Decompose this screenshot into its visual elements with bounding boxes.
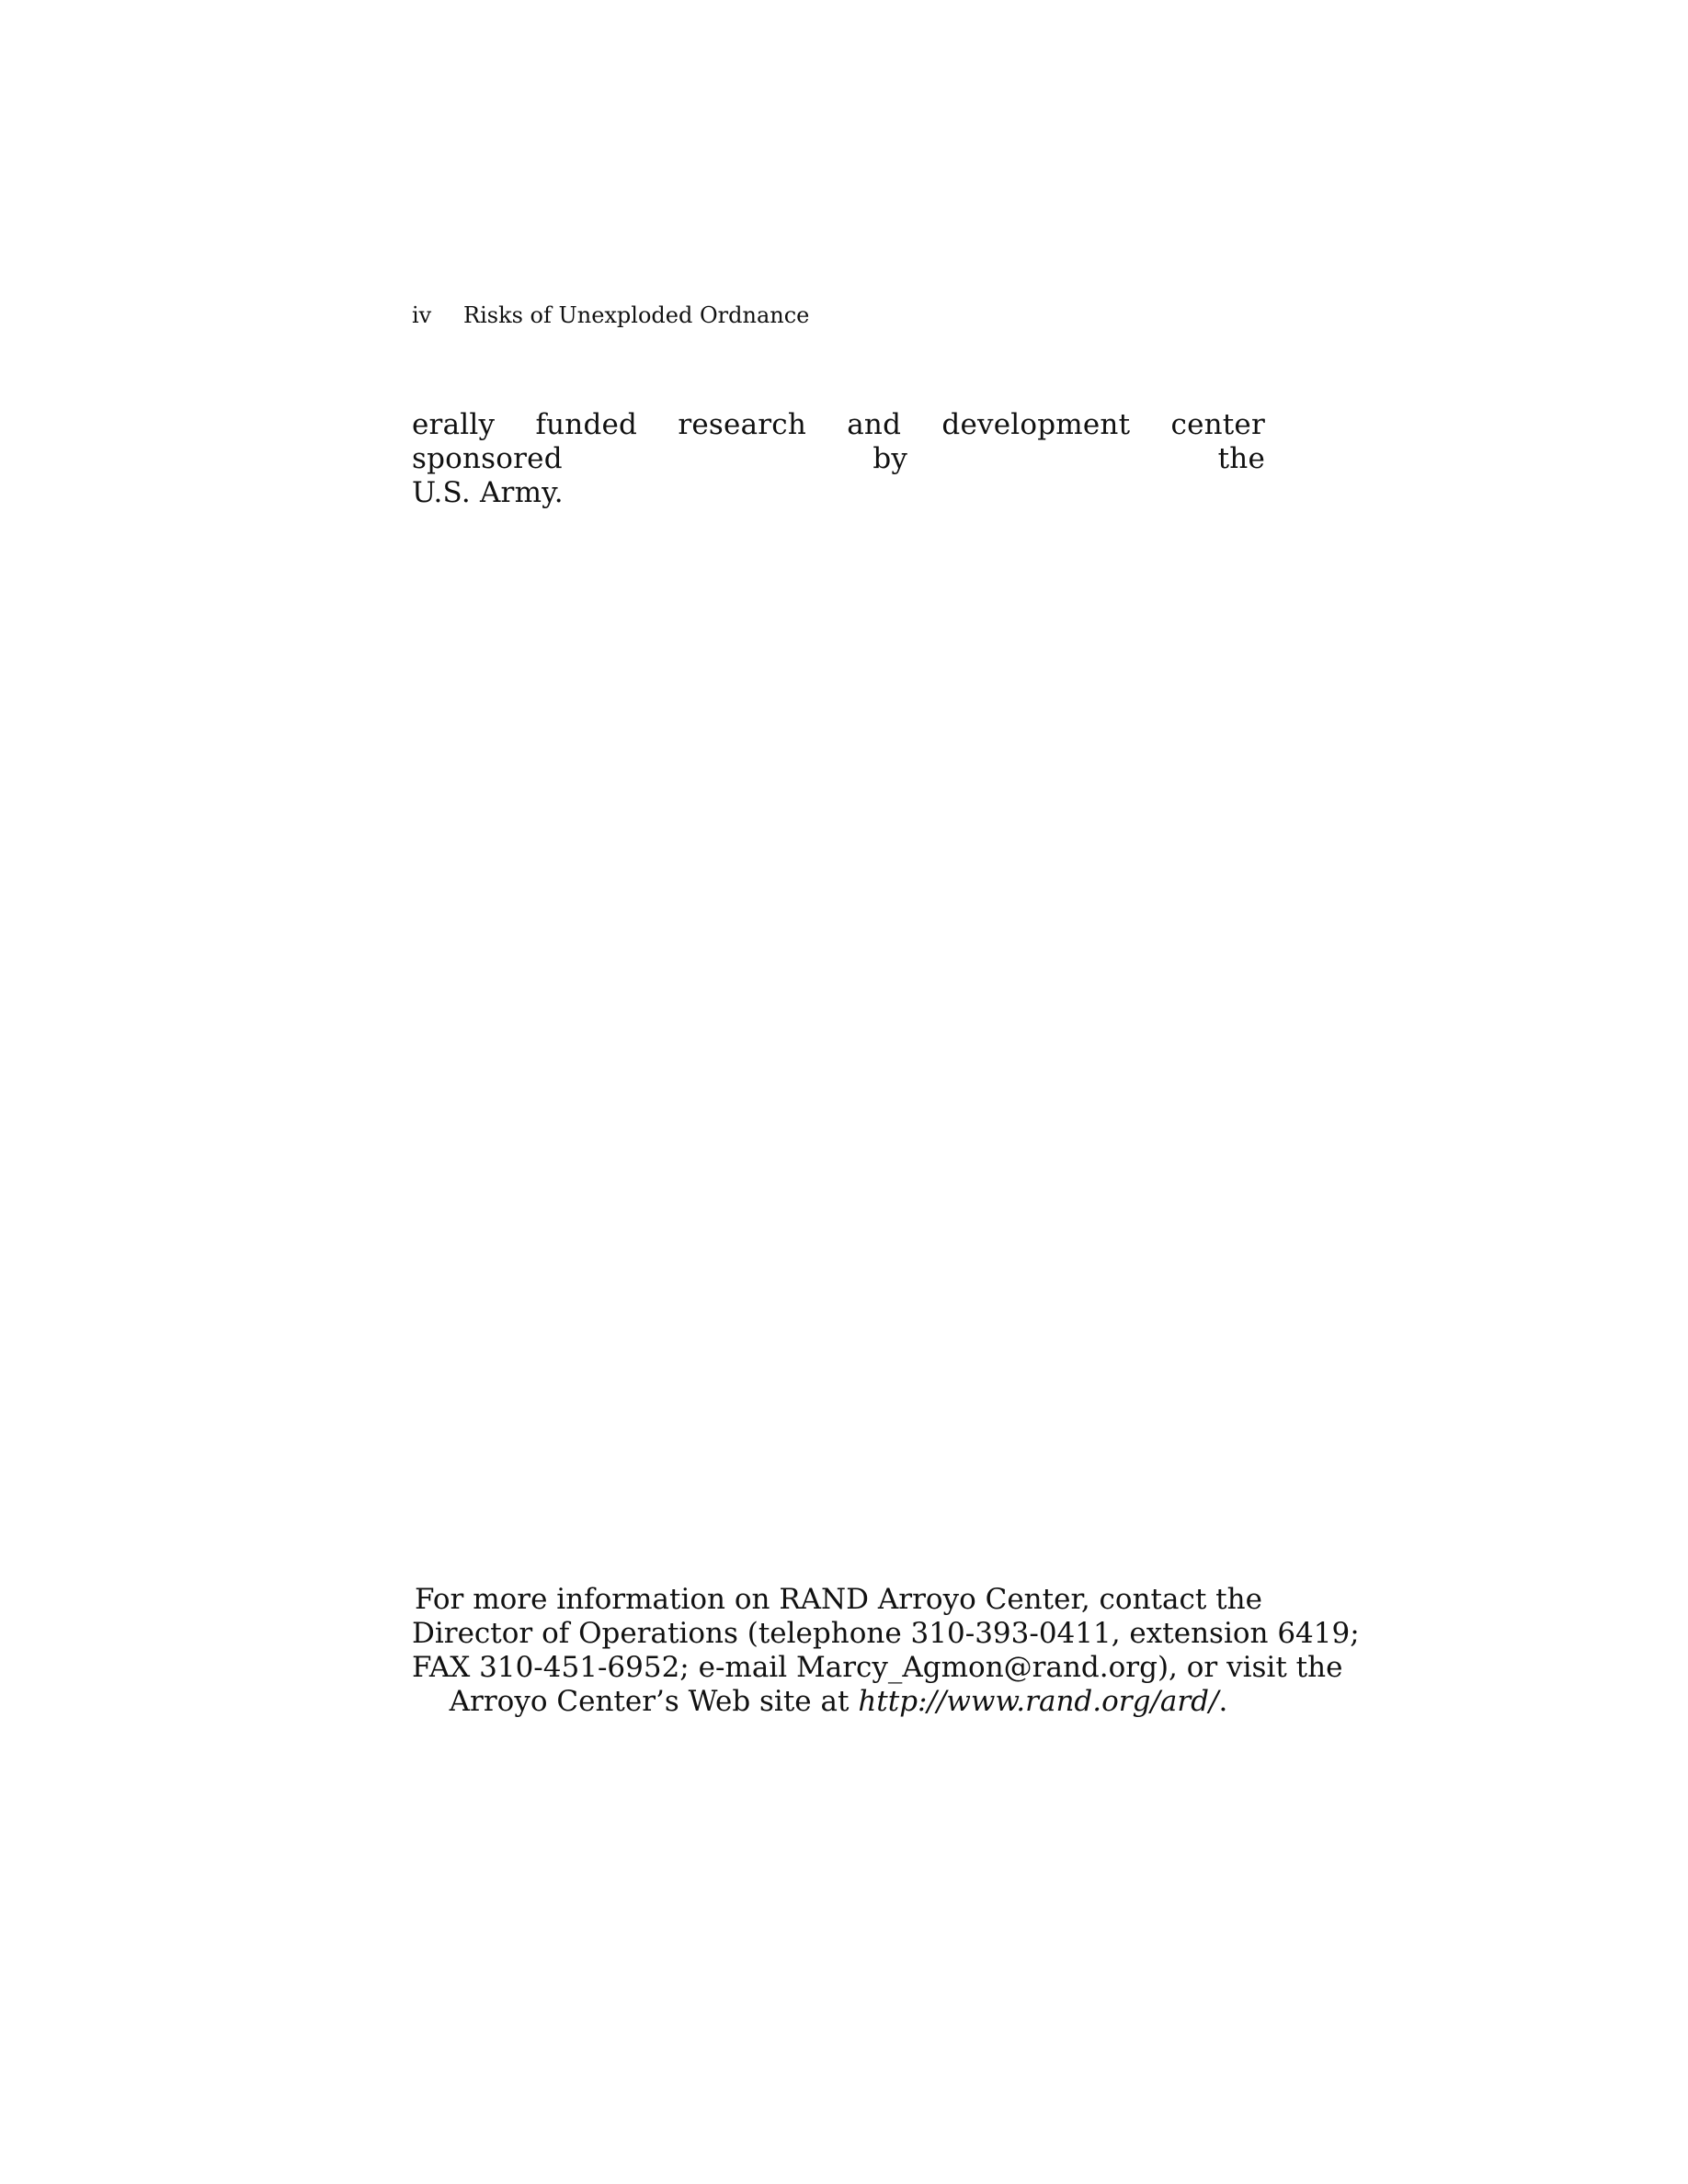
contact-line-prefix: Arroyo Center’s Web site at [449, 1685, 859, 1718]
contact-line [412, 1685, 1265, 1719]
running-head [412, 301, 809, 329]
contact-line: Director of Operations (telephone 310-393-0411, extension 6419; [412, 1617, 1360, 1650]
page-number: iv [412, 302, 432, 328]
contact-line: For more information on RAND Arroyo Center, contact the [415, 1583, 1262, 1616]
contact-information [412, 1583, 1360, 1719]
body-paragraph [412, 408, 1265, 510]
body-line: U.S. Army. [412, 476, 564, 509]
running-head-title: Risks of Unexploded Ordnance [463, 302, 810, 328]
contact-line-suffix: . [1218, 1685, 1228, 1718]
contact-line: FAX 310-451-6952; e-mail Marcy_Agmon@rand.org), or visit the [412, 1651, 1343, 1684]
body-line: erally funded research and development center sponsored by the [412, 408, 1265, 475]
website-link[interactable]: http://www.rand.org/ard/ [858, 1685, 1219, 1718]
